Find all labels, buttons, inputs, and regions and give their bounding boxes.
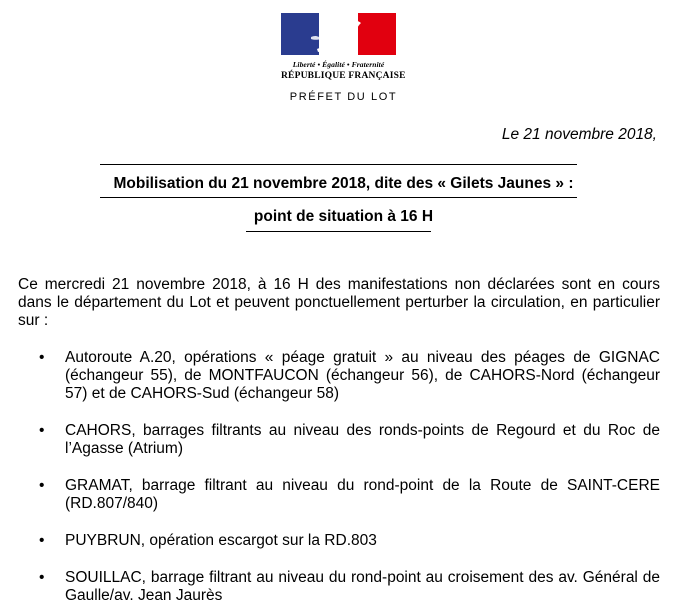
list-item-text: Autoroute A.20, opérations « péage gratuit » au niveau des péages de GIGNAC (échangeur 55), de MONTFAUCON (échangeur 56), de CAHORS-Nord (échangeur 57) et de CAHORS-Sud (échangeur 58) bbox=[65, 349, 660, 402]
title-line-2: point de situation à 16 H bbox=[253, 208, 434, 225]
list-item-text: PUYBRUN, opération escargot sur la RD.803 bbox=[65, 532, 377, 549]
bullet-icon: • bbox=[39, 532, 45, 549]
list-item bbox=[0, 532, 687, 550]
bullet-icon: • bbox=[39, 477, 45, 494]
location-list bbox=[0, 349, 687, 605]
list-item bbox=[0, 569, 687, 605]
list-item bbox=[0, 477, 687, 513]
motto: Liberté • Égalité • Fraternité bbox=[292, 60, 385, 69]
bullet-icon: • bbox=[39, 349, 45, 366]
list-item bbox=[0, 422, 687, 458]
document-date: Le 21 novembre 2018, bbox=[501, 126, 657, 143]
title-line-1: Mobilisation du 21 novembre 2018, dite des « Gilets Jaunes » : bbox=[113, 175, 574, 192]
marianne-icon bbox=[281, 13, 396, 55]
list-item-text: GRAMAT, barrage filtrant au niveau du rond-point de la Route de SAINT-CERE (RD.807/840) bbox=[65, 477, 660, 512]
bullet-icon: • bbox=[39, 422, 45, 439]
republique-francaise: RÉPUBLIQUE FRANÇAISE bbox=[281, 71, 406, 81]
flag-emblem bbox=[281, 13, 396, 55]
bullet-icon: • bbox=[39, 569, 45, 586]
marianne-logo bbox=[281, 13, 406, 81]
title-middle-rule bbox=[100, 197, 577, 198]
title-top-rule bbox=[100, 164, 577, 165]
prefecture-name: PRÉFET DU LOT bbox=[289, 91, 398, 103]
title-bottom-rule bbox=[246, 231, 431, 232]
intro-paragraph: Ce mercredi 21 novembre 2018, à 16 H des manifestations non déclarées sont en cours dans le département du Lot et peuvent ponctuellement perturber la circulation, en particulier sur : bbox=[18, 276, 660, 329]
list-item-text: SOUILLAC, barrage filtrant au niveau du rond-point au croisement des av. Général de Gaulle/av. Jean Jaurès bbox=[65, 569, 660, 604]
list-item bbox=[0, 349, 687, 403]
list-item-text: CAHORS, barrages filtrants au niveau des ronds-points de Regourd et du Roc de l’Agasse (Atrium) bbox=[65, 422, 660, 457]
